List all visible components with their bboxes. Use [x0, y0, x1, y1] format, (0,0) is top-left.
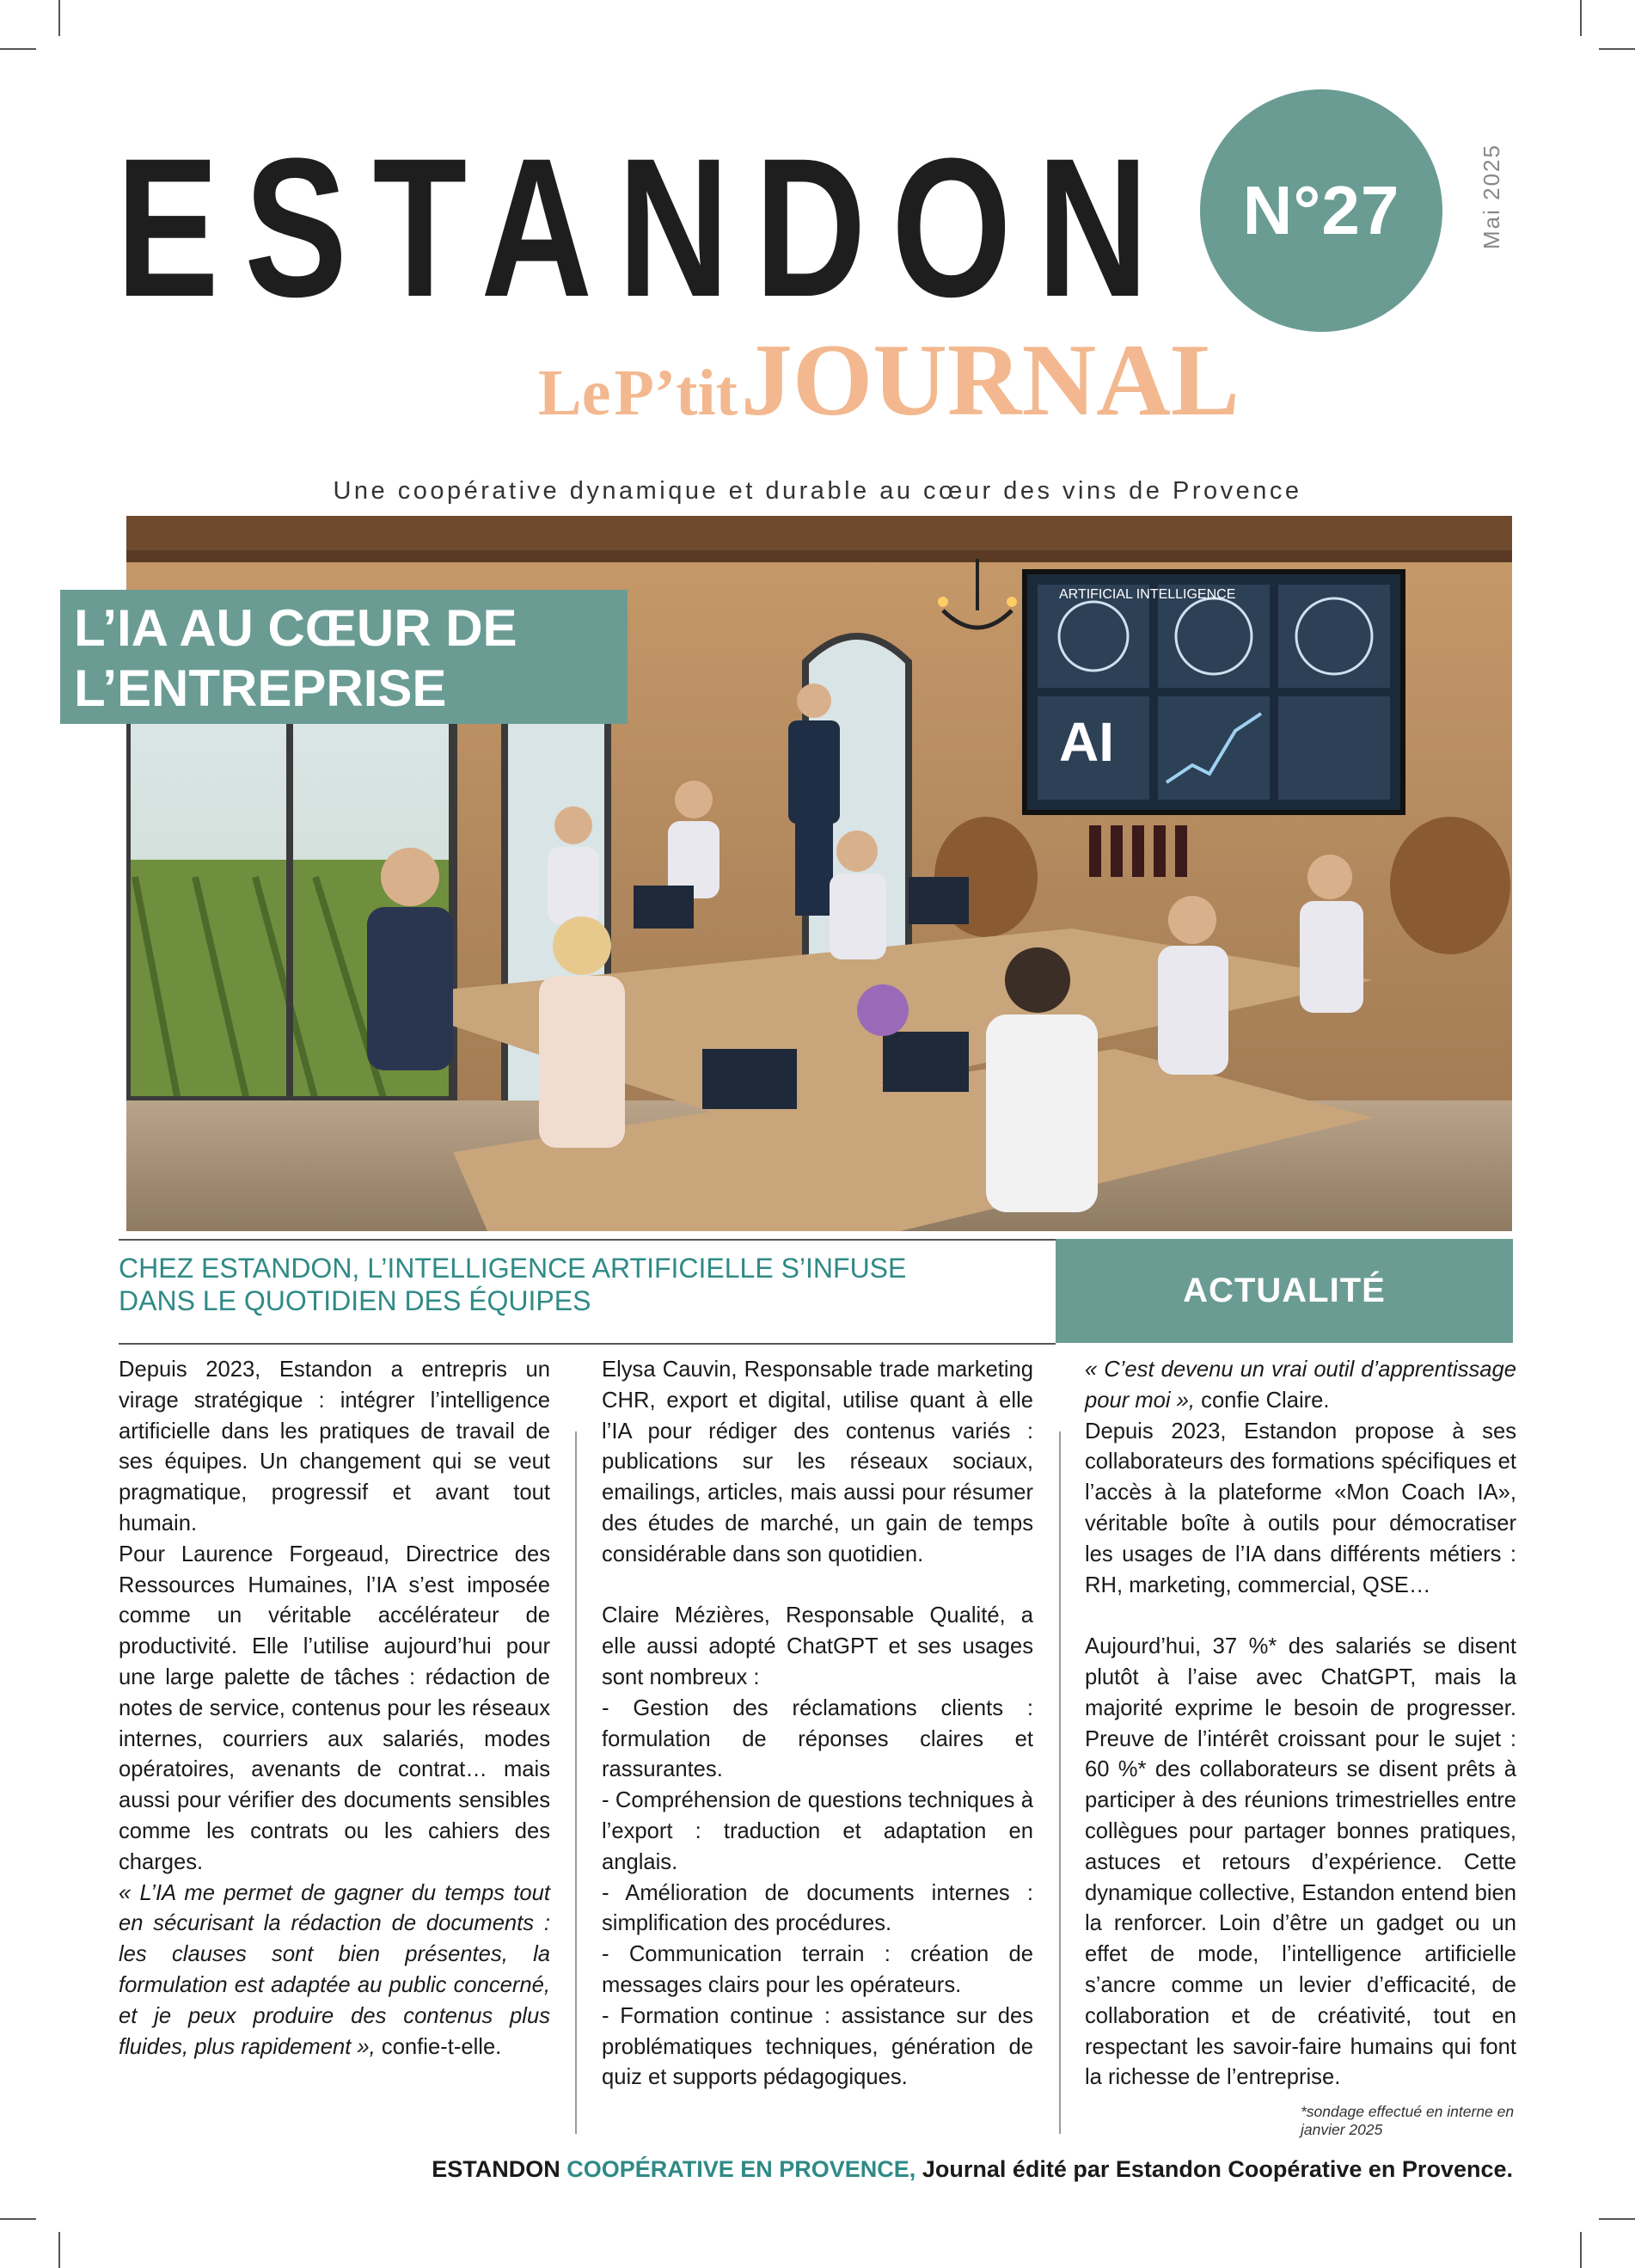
article-column-1: [119, 1355, 550, 2063]
subhead-line-1: CHEZ ESTANDON, L’INTELLIGENCE ARTIFICIELLE S’INFUSE: [119, 1253, 907, 1284]
divider: [119, 1343, 1056, 1345]
issue-number: N°27: [1242, 172, 1400, 248]
paragraph: Depuis 2023, Estandon propose à ses collaborateurs des formations spécifiques et l’accès à la plateforme «Mon Coach IA», véritable boîte à outils pour démocratiser les usages de l’IA dans différents métiers : RH, marketing, commercial, QSE…: [1085, 1419, 1516, 1597]
spacer: [1085, 1601, 1516, 1632]
article-subhead: [119, 1252, 1047, 1317]
crop-mark: [1599, 48, 1635, 50]
footer-brand: ESTANDON: [432, 2156, 560, 2182]
screen-caption: ARTIFICIAL INTELLIGENCE: [1059, 587, 1236, 602]
article-column-2: [602, 1355, 1033, 2093]
crop-mark: [58, 0, 60, 36]
paragraph: Claire Mézières, Responsable Qualité, a elle aussi adopté ChatGPT et ses usages sont nombreux :: [602, 1603, 1033, 1689]
paragraph: Elysa Cauvin, Responsable trade marketing CHR, export et digital, utilise quant à elle l’IA pour rédiger des contenus variés : publications sur les réseaux sociaux, emailings, articles, mais aussi pour résumer des études de marché, un gain de temps considérable dans son quotidien.: [602, 1358, 1033, 1566]
list-item: - Gestion des réclamations clients : formulation de réponses claires et rassurantes.: [602, 1695, 1033, 1782]
crop-mark: [0, 2218, 36, 2220]
headline-line-2: L’ENTREPRISE: [74, 659, 447, 717]
subhead-line-2: DANS LE QUOTIDIEN DES ÉQUIPES: [119, 1285, 591, 1316]
crop-mark: [1599, 2218, 1635, 2220]
quote: [119, 1879, 550, 2063]
paragraph: Aujourd’hui, 37 %* des salariés se disent plutôt à l’aise avec ChatGPT, mais la majorité exprime le besoin de progresser. Preuve de l’intérêt croissant pour le sujet : 60 %* des collaborateurs se disent prêts à participer à des réunions trimestrielles entre collègues pour partager bonnes pratiques, astuces et retours d’expérience. Cette dynamique collective, Estandon entend bien la renforcer. Loin d’être un gadget ou un effet de mode, l’intelligence artificielle s’ancre comme un levier d’efficacité, de collaboration et de créativité, tout en respectant les savoir-faire humains qui font la richesse de l’entreprise.: [1085, 1634, 1516, 2090]
paragraph: Depuis 2023, Estandon a entrepris un virage stratégique : intégrer l’intelligence artificielle dans les pratiques de travail de ses équipes. Un changement qui se veut pragmatique, progressif et avant tout humain.: [119, 1358, 550, 1535]
tagline: Une coopérative dynamique et durable au cœur des vins de Provence: [333, 477, 1302, 505]
crop-mark: [58, 2232, 60, 2268]
article-column-3: [1085, 1355, 1516, 2093]
quote: [1085, 1355, 1516, 1417]
quote-attribution: confie Claire.: [1201, 1388, 1330, 1413]
footnote: *sondage effectué en interne en janvier 2025: [1301, 2103, 1515, 2138]
divider: [119, 1239, 1056, 1241]
column-separator: [575, 1431, 577, 2134]
spacer: [602, 1571, 1033, 1602]
quote-attribution: confie-t-elle.: [381, 2034, 502, 2059]
section-label-text: ACTUALITÉ: [1183, 1272, 1386, 1309]
list-item: - Compréhension de questions techniques à l’export : traduction et adaptation en anglais.: [602, 1788, 1033, 1874]
list-item: - Communication terrain : création de messages clairs pour les opérateurs.: [602, 1942, 1033, 1997]
quote-text: « L’IA me permet de gagner du temps tout en sécurisant la rédaction de documents : les clauses sont bien présentes, la formulation est adaptée au public concerné, et je peux produire des contenus plus fluides, plus rapidement »,: [119, 1880, 550, 2059]
list-item: - Amélioration de documents internes : simplification des procédures.: [602, 1880, 1033, 1936]
feature-headline: [60, 590, 628, 724]
section-label: [1056, 1239, 1513, 1343]
paragraph: Pour Laurence Forgeaud, Directrice des Ressources Humaines, l’IA s’est imposée comme un véritable accélérateur de productivité. Elle l’utilise aujourd’hui pour une large palette de tâches : rédaction de notes de service, contenus pour les réseaux internes, courriers aux salariés, modes opératoires, avenants de contrat… mais aussi pour vérifier des documents sensibles comme les contrats ou les cahiers des charges.: [119, 1542, 550, 1874]
journal-title: [538, 322, 1240, 437]
quote-text: « C’est devenu un vrai outil d’apprentissage pour moi »,: [1085, 1358, 1516, 1413]
crop-mark: [1580, 0, 1582, 36]
footer-text: Journal édité par Estandon Coopérative en Provence.: [922, 2156, 1513, 2182]
brand-title: ESTANDON: [116, 117, 1174, 338]
column-separator: [1059, 1431, 1061, 2134]
footer-tagline: COOPÉRATIVE EN PROVENCE,: [566, 2156, 916, 2182]
screen-ai-label: AI: [1059, 711, 1114, 773]
headline-line-1: L’IA AU CŒUR DE: [74, 599, 517, 657]
crop-mark: [1580, 2232, 1582, 2268]
journal-ptit: P’tit: [614, 357, 738, 429]
crop-mark: [0, 48, 36, 50]
journal-word: JOURNAL: [740, 322, 1240, 437]
issue-number-badge: [1200, 89, 1442, 332]
journal-le: Le: [538, 357, 611, 429]
list-item: - Formation continue : assistance sur des problématiques techniques, génération de quiz et supports pédagogiques.: [602, 2003, 1033, 2090]
footer: [432, 2156, 1513, 2183]
issue-date: Mai 2025: [1479, 144, 1504, 249]
